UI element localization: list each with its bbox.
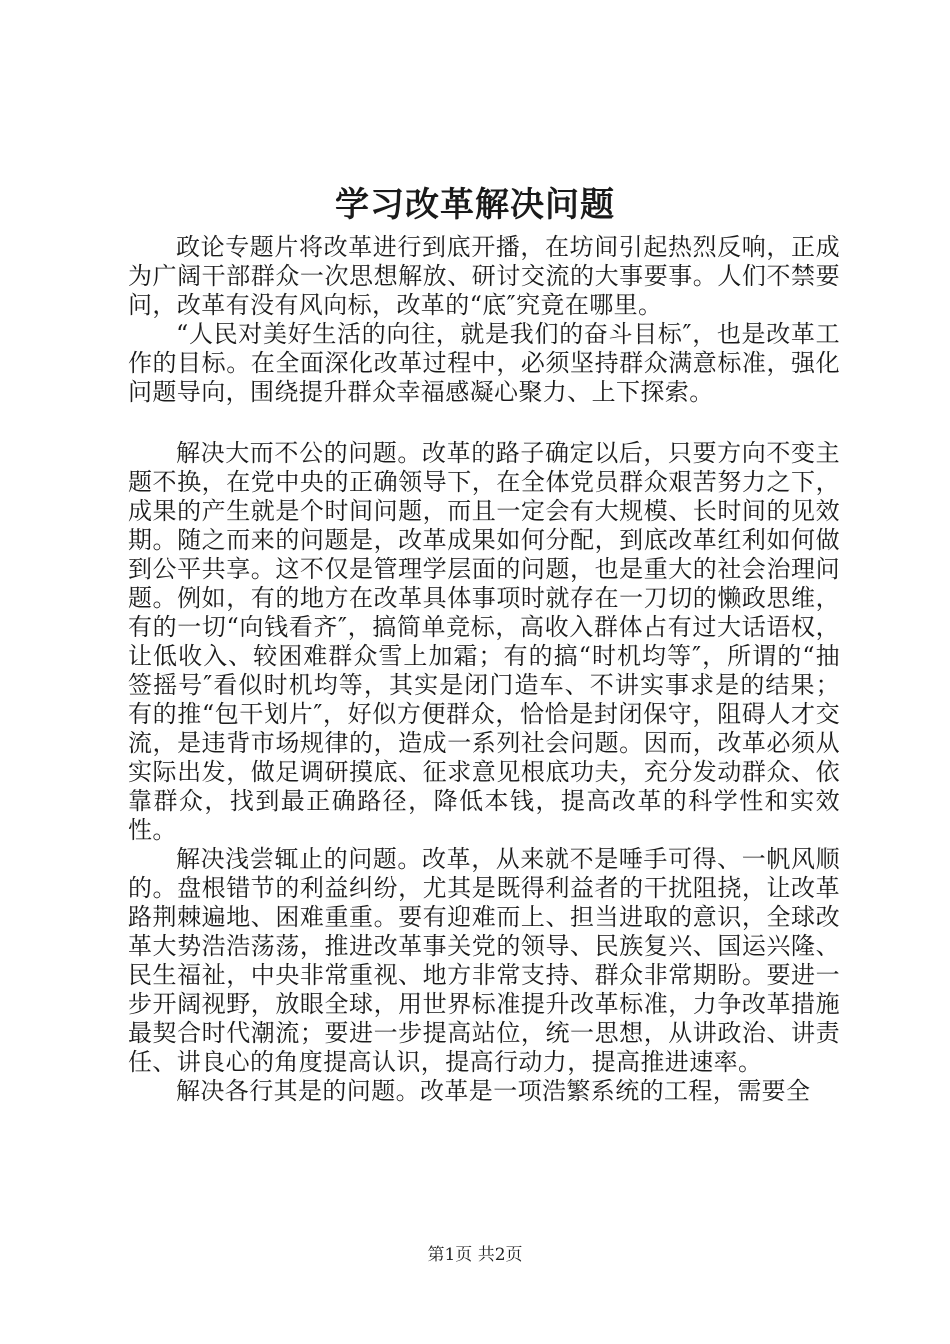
paragraph-intro: 政论专题片将改革进行到底开播，在坊间引起热烈反响，正成为广阔干部群众一次思想解放、研讨交流的大事要事。人们不禁要问，改革有没有风向标，改革的“底″究竟在哪里。 bbox=[128, 233, 840, 319]
paragraph-spacer bbox=[128, 407, 840, 439]
paragraph-goal: “人民对美好生活的向往，就是我们的奋斗目标″，也是改革工作的目标。在全面深化改革过程中，必须坚持群众满意标准，强化问题导向，围绕提升群众幸福感凝心聚力、上下探索。 bbox=[128, 320, 840, 406]
page-indicator: 第1页 共2页 bbox=[427, 1245, 523, 1265]
document-body bbox=[128, 233, 840, 1106]
paragraph-coordination: 解决各行其是的问题。改革是一项浩繁系统的工程，需要全 bbox=[176, 1077, 811, 1105]
paragraph-persistence: 解决浅尝辄止的问题。改革，从来就不是唾手可得、一帆风顺的。盘根错节的利益纠纷，尤其是既得利益者的干扰阻挠，让改革路荆棘遍地、困难重重。要有迎难而上、担当进取的意识，全球改革大势浩浩荡荡，推进改革事关党的领导、民族复兴、国运兴隆、民生福祉，中央非常重视、地方非常支持、群众非常期盼。要进一步开阔视野，放眼全球，用世界标准提升改革标准，力争改革措施最契合时代潮流；要进一步提高站位，统一思想，从讲政治、讲责任、讲良心的角度提高认识，提高行动力，提高推进速率。 bbox=[128, 845, 840, 1076]
document-title: 学习改革解决问题 bbox=[335, 185, 615, 225]
paragraph-fairness: 解决大而不公的问题。改革的路子确定以后，只要方向不变主题不换，在党中央的正确领导下，在全体党员群众艰苦努力之下，成果的产生就是个时间问题，而且一定会有大规模、长时间的见效期。随之而来的问题是，改革成果如何分配，到底改革红利如何做到公平共享。这不仅是管理学层面的问题，也是重大的社会治理问题。例如，有的地方在改革具体事项时就存在一刀切的懒政思维，有的一切“向钱看齐″，搞简单竞标，高收入群体占有过大话语权，让低收入、较困难群众雪上加霜；有的搞“时机均等″，所谓的“抽签摇号″看似时机均等，其实是闭门造车、不讲实事求是的结果；有的推“包干划片″，好似方便群众，恰恰是封闭保守，阻碍人才交流，是违背市场规律的，造成一系列社会问题。因而，改革必须从实际出发，做足调研摸底、征求意见根底功夫，充分发动群众、依靠群众，找到最正确路径，降低本钱，提高改革的科学性和实效性。 bbox=[128, 439, 841, 844]
